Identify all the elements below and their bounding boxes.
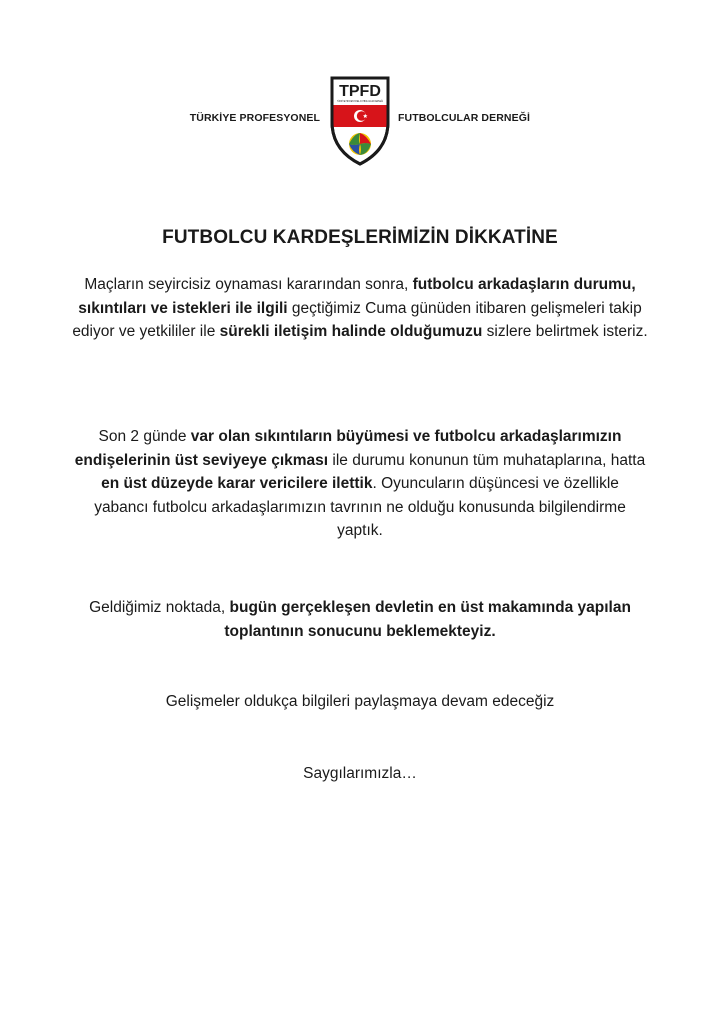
bold-text-run: en üst düzeyde karar vericilere ilettik <box>101 475 373 492</box>
org-name-right: FUTBOLCULAR DERNEĞİ <box>398 112 530 124</box>
page-title: FUTBOLCU KARDEŞLERİMİZİN DİKKATİNE <box>162 227 558 248</box>
paragraph-3 <box>72 596 648 643</box>
logo-subtext: TÜRKİYE PROFESYONEL FUTBOLCULAR DERNEĞİ <box>337 100 401 103</box>
tpfd-logo-icon <box>327 72 401 168</box>
bold-text-run: var olan sıkıntıların büyümesi ve futbolcu arkadaşlarımızın endişelerinin üst seviyeye çıkması <box>74 428 622 469</box>
bold-text-run: sürekli iletişim halinde olduğumuzu <box>219 323 483 340</box>
text-run: geçtiğimiz Cuma günüden itibaren gelişmeleri takip ediyor ve yetkililer ile <box>72 299 642 340</box>
text-run: Gelişmeler oldukça bilgileri paylaşmaya devam edeceğiz <box>165 693 555 710</box>
paragraph-2 <box>72 425 648 543</box>
logo-text: TPFD <box>339 83 381 100</box>
text-run: ile durumu konunun tüm muhataplarına, hatta <box>328 451 646 469</box>
closing-line <box>72 762 648 786</box>
text-run: Geldiğimiz noktada, <box>89 599 230 616</box>
bold-text-run: futbolcu arkadaşların durumu, sıkıntıları ve istekleri ile ilgili <box>78 276 636 317</box>
text-run: Son 2 günde <box>98 428 191 445</box>
text-run: Saygılarımızla… <box>303 765 417 782</box>
paragraph-1 <box>72 273 648 344</box>
text-run: sizlere belirtmek isteriz. <box>482 323 648 340</box>
text-run: Maçların seyircisiz oynaması kararından sonra, <box>84 276 413 293</box>
bold-text-run: bugün gerçekleşen devletin en üst makamında yapılan toplantının sonucunu beklemekteyiz. <box>224 599 631 640</box>
org-name-left: TÜRKİYE PROFESYONEL <box>189 112 320 124</box>
paragraph-4 <box>72 690 648 714</box>
text-run: . Oyuncuların düşüncesi ve özellikle yabancı futbolcu arkadaşlarımızın tavrının ne olduğu konusunda bilgilendirme yaptık. <box>94 475 626 539</box>
letterhead <box>0 72 720 172</box>
